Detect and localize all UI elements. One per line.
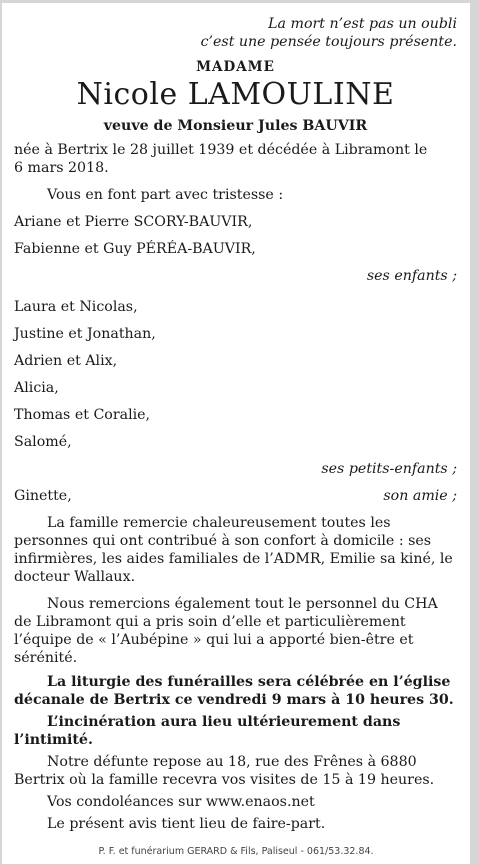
family-member: Ariane et Pierre SCORY-BAUVIR, (14, 214, 253, 230)
intro-line: Vous en font part avec tristesse : (47, 187, 284, 203)
notice-line: Le présent avis tient lieu de faire-part. (47, 816, 326, 832)
text-line: l’intimité. (14, 732, 93, 748)
grandchildren-list (14, 298, 457, 451)
obituary-text (14, 15, 457, 833)
widow-line: veuve de Monsieur Jules BAUVIR (103, 118, 368, 134)
family-member: Thomas et Coralie, (14, 407, 151, 423)
birth-death-info (14, 141, 457, 177)
epigraph-line: La mort n’est pas un oubli (268, 16, 457, 32)
text-line: L’incinération aura lieu ultérieurement dans (47, 714, 401, 730)
deceased-name: Nicole LAMOULINE (76, 77, 395, 112)
text-line: 6 mars 2018. (14, 160, 109, 176)
family-member: Adrien et Alix, (14, 353, 118, 369)
friend-row (14, 487, 457, 505)
cremation-paragraph (14, 713, 457, 749)
text-line: personnes qui ont contribué à son confort à domicile : ses (14, 533, 432, 549)
text-line: Nous remercions également tout le personnel du CHA (47, 596, 438, 612)
thanks-paragraph-2 (14, 595, 457, 667)
text-line: Notre défunte repose au 18, rue des Frênes à 6880 (47, 754, 417, 770)
condolences-line: Vos condoléances sur www.enaos.net (47, 794, 315, 810)
epigraph (14, 15, 457, 51)
text-line: née à Bertrix le 28 juillet 1939 et décédée à Libramont le (14, 142, 428, 158)
grandchildren-label: ses petits-enfants ; (321, 461, 457, 477)
text-line: l’équipe de « l’Aubépine » qui lui a apporté bien-être et (14, 632, 414, 648)
friend-label: son amie ; (383, 488, 457, 504)
children-label: ses enfants ; (366, 268, 457, 284)
family-member: Justine et Jonathan, (14, 326, 156, 342)
text-line: infirmières, les aides familiales de l’ADMR, Emilie sa kiné, le (14, 551, 453, 567)
friend-name: Ginette, (14, 488, 72, 504)
funeral-home-footer: P. F. et funérarium GERARD & Fils, Paliseul - 061/53.32.84. (98, 846, 374, 857)
visits-paragraph (14, 753, 457, 789)
family-member: Alicia, (14, 380, 59, 396)
text-line: Bertrix où la famille recevra vos visites de 15 à 19 heures. (14, 772, 435, 788)
text-line: docteur Wallaux. (14, 569, 136, 585)
family-member: Salomé, (14, 434, 72, 450)
liturgy-paragraph (14, 673, 457, 709)
text-line: La famille remercie chaleureusement toutes les (47, 515, 391, 531)
text-line: décanale de Bertrix ce vendredi 9 mars à 10 heures 30. (14, 692, 454, 708)
text-line: de Libramont qui a pris soin d’elle et particulièrement (14, 614, 406, 630)
family-member: Fabienne et Guy PÉRÉA-BAUVIR, (14, 241, 256, 257)
honorific: MADAME (196, 59, 275, 75)
obituary-card (2, 3, 470, 864)
thanks-paragraph-1 (14, 514, 457, 586)
text-line: sérénité. (14, 650, 78, 666)
epigraph-line: c’est une pensée toujours présente. (200, 34, 457, 50)
family-member: Laura et Nicolas, (14, 299, 138, 315)
children-list (14, 213, 457, 258)
text-line: La liturgie des funérailles sera célébrée en l’église (47, 674, 451, 690)
